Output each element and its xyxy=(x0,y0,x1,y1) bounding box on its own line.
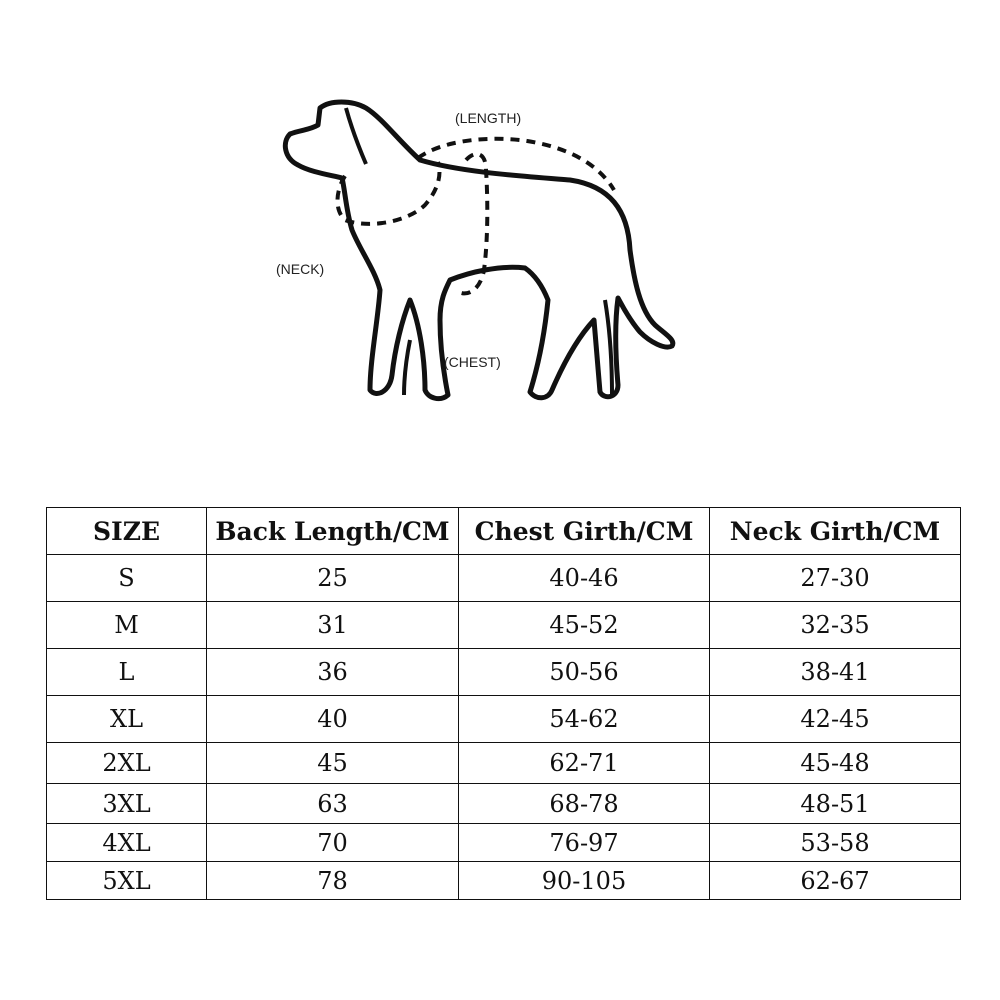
table-row xyxy=(47,602,961,649)
cell-back-length: 31 xyxy=(207,602,459,649)
cell-chest-girth: 68-78 xyxy=(459,784,710,824)
cell-neck-girth: 53-58 xyxy=(710,824,961,862)
cell-size: S xyxy=(47,555,207,602)
cell-size: 4XL xyxy=(47,824,207,862)
header-neck-girth: Neck Girth/CM xyxy=(710,508,961,555)
cell-neck-girth: 62-67 xyxy=(710,862,961,900)
cell-chest-girth: 76-97 xyxy=(459,824,710,862)
cell-back-length: 70 xyxy=(207,824,459,862)
table-row xyxy=(47,784,961,824)
cell-neck-girth: 27-30 xyxy=(710,555,961,602)
cell-back-length: 78 xyxy=(207,862,459,900)
header-size: SIZE xyxy=(47,508,207,555)
header-chest-girth: Chest Girth/CM xyxy=(459,508,710,555)
cell-neck-girth: 38-41 xyxy=(710,649,961,696)
table-body xyxy=(47,555,961,900)
cell-chest-girth: 40-46 xyxy=(459,555,710,602)
cell-chest-girth: 54-62 xyxy=(459,696,710,743)
cell-chest-girth: 50-56 xyxy=(459,649,710,696)
cell-chest-girth: 62-71 xyxy=(459,743,710,784)
cell-back-length: 63 xyxy=(207,784,459,824)
cell-neck-girth: 42-45 xyxy=(710,696,961,743)
cell-back-length: 36 xyxy=(207,649,459,696)
size-chart-table xyxy=(46,507,961,900)
cell-neck-girth: 48-51 xyxy=(710,784,961,824)
table-row xyxy=(47,555,961,602)
cell-size: L xyxy=(47,649,207,696)
cell-chest-girth: 90-105 xyxy=(459,862,710,900)
cell-neck-girth: 45-48 xyxy=(710,743,961,784)
dog-measurement-diagram xyxy=(0,0,1000,440)
cell-size: 3XL xyxy=(47,784,207,824)
table-row xyxy=(47,649,961,696)
dog-back-leg-line xyxy=(605,300,612,395)
header-back-length: Back Length/CM xyxy=(207,508,459,555)
neck-label: (NECK) xyxy=(276,261,325,277)
length-label: (LENGTH) xyxy=(455,110,522,126)
cell-chest-girth: 45-52 xyxy=(459,602,710,649)
dog-outline-illustration xyxy=(0,0,1000,440)
cell-size: 5XL xyxy=(47,862,207,900)
cell-neck-girth: 32-35 xyxy=(710,602,961,649)
neck-measure-line xyxy=(337,162,439,224)
table-row xyxy=(47,743,961,784)
cell-size: XL xyxy=(47,696,207,743)
cell-back-length: 45 xyxy=(207,743,459,784)
dog-ear xyxy=(346,108,366,164)
cell-back-length: 25 xyxy=(207,555,459,602)
table-row xyxy=(47,696,961,743)
table-row xyxy=(47,862,961,900)
cell-size: M xyxy=(47,602,207,649)
cell-back-length: 40 xyxy=(207,696,459,743)
table-row xyxy=(47,824,961,862)
cell-size: 2XL xyxy=(47,743,207,784)
table-header-row xyxy=(47,508,961,555)
chest-label: (CHEST) xyxy=(444,354,501,370)
dog-front-leg-line xyxy=(404,340,410,395)
